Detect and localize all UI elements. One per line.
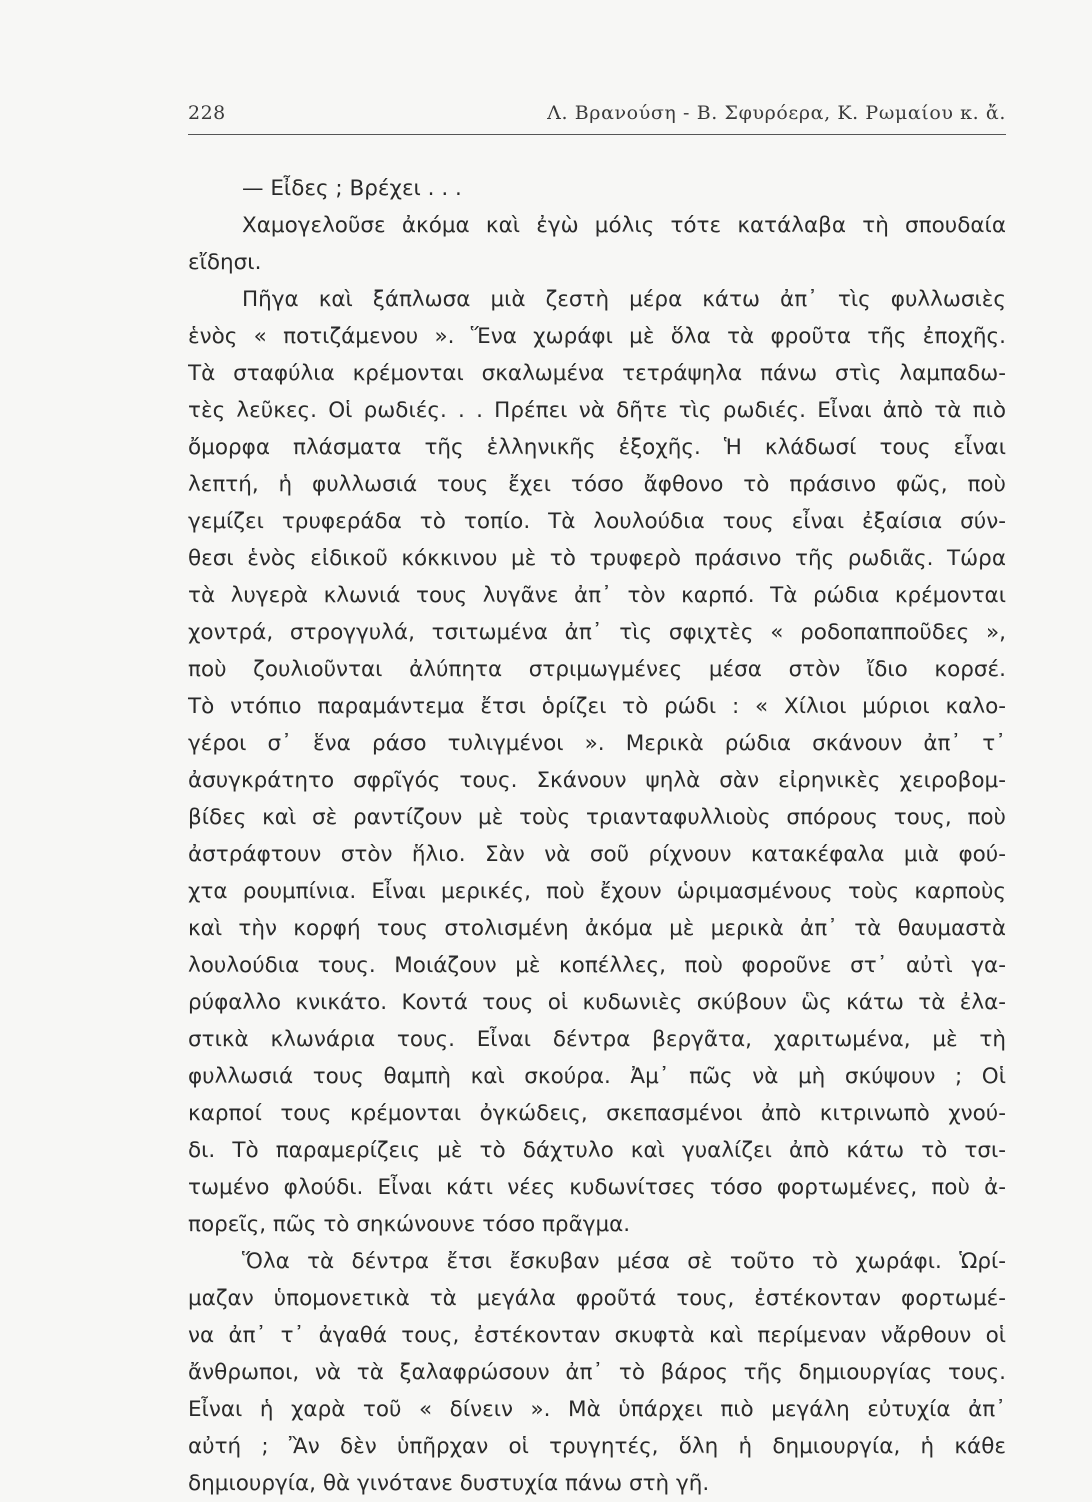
text-line: Τὸ ντόπιο παραμάντεμα ἔτσι ὁρίζει τὸ ρώδι : « Χίλιοι μύριοι καλο- xyxy=(188,694,1006,719)
text-line: ποὺ ζουλιοῦνται ἀλύπητα στριμωγμένες μέσα στὸν ἴδιο κορσέ. xyxy=(188,657,1006,682)
text-line: εἴδησι. xyxy=(188,250,262,275)
text-line: ἀσυγκράτητο σφρῖγός τους. Σκάνουν ψηλὰ σὰν εἰρηνικὲς χειροβομ- xyxy=(188,768,1006,793)
text-line: Χαμογελοῦσε ἀκόμα καὶ ἐγὼ μόλις τότε κατάλαβα τὴ σπουδαία xyxy=(242,213,1006,238)
text-line: λουλούδια τους. Μοιάζουν μὲ κοπέλλες, ποὺ φοροῦνε στ᾽ αὐτὶ γα- xyxy=(188,953,1006,978)
text-line: — Εἶδες ; Βρέχει . . . xyxy=(242,176,462,201)
text-line: μαζαν ὑπομονετικὰ τὰ μεγάλα φροῦτά τους, ἐστέκονταν φορτωμέ- xyxy=(188,1286,1006,1311)
page-number: 228 xyxy=(188,102,226,124)
text-line: ρύφαλλο κνικάτο. Κοντά τους οἱ κυδωνιὲς σκύβουν ὣς κάτω τὰ ἐλα- xyxy=(188,990,1006,1015)
text-line: δημιουργία, θὰ γινότανε δυστυχία πάνω στὴ γῆ. xyxy=(188,1471,710,1496)
text-line: τὲς λεῦκες. Οἱ ρωδιές. . . Πρέπει νὰ δῆτε τὶς ρωδιές. Εἶναι ἀπὸ τὰ πιὸ xyxy=(188,398,1006,423)
text-line: ἄνθρωποι, νὰ τὰ ξαλαφρώσουν ἀπ᾽ τὸ βάρος τῆς δημιουργίας τους. xyxy=(188,1360,1006,1385)
page-header xyxy=(188,102,1006,130)
running-head: Λ. Βρανούση - Β. Σφυρόερα, Κ. Ρωμαίου κ. ἄ. xyxy=(547,102,1006,124)
text-line: αὐτή ; Ἂν δὲν ὑπῆρχαν οἱ τρυγητές, ὅλη ἡ δημιουργία, ἡ κάθε xyxy=(188,1434,1006,1459)
text-line: ἑνὸς « ποτιζάμενου ». Ἕνα χωράφι μὲ ὅλα τὰ φροῦτα τῆς ἐποχῆς. xyxy=(188,324,1006,349)
text-line: στικὰ κλωνάρια τους. Εἶναι δέντρα βεργᾶτα, χαριτωμένα, μὲ τὴ xyxy=(188,1027,1006,1052)
text-line: πορεῖς, πῶς τὸ σηκώνουνε τόσο πρᾶγμα. xyxy=(188,1212,631,1237)
text-line: χοντρά, στρογγυλά, τσιτωμένα ἀπ᾽ τὶς σφιχτὲς « ροδοπαπποῦδες », xyxy=(188,620,1006,645)
header-rule xyxy=(188,134,1006,135)
text-line: θεσι ἑνὸς εἰδικοῦ κόκκινου μὲ τὸ τρυφερὸ πράσινο τῆς ρωδιᾶς. Τώρα xyxy=(188,546,1006,571)
text-line: ὄμορφα πλάσματα τῆς ἑλληνικῆς ἐξοχῆς. Ἡ κλάδωσί τους εἶναι xyxy=(188,435,1006,460)
text-line: τὰ λυγερὰ κλωνιά τους λυγᾶνε ἀπ᾽ τὸν καρπό. Τὰ ρώδια κρέμονται xyxy=(188,583,1006,608)
text-line: να ἀπ᾽ τ᾽ ἀγαθά τους, ἐστέκονταν σκυφτὰ καὶ περίμεναν νἄρθουν οἱ xyxy=(188,1323,1006,1348)
text-line: γεμίζει τρυφεράδα τὸ τοπίο. Τὰ λουλούδια τους εἶναι ἐξαίσια σύν- xyxy=(188,509,1006,534)
text-line: Ὅλα τὰ δέντρα ἔτσι ἔσκυβαν μέσα σὲ τοῦτο τὸ χωράφι. Ὡρί- xyxy=(242,1249,1006,1274)
text-line: γέροι σ᾽ ἕνα ράσο τυλιγμένοι ». Μερικὰ ρώδια σκάνουν ἀπ᾽ τ᾽ xyxy=(188,731,1006,756)
text-line: χτα ρουμπίνια. Εἶναι μερικές, ποὺ ἔχουν ὡριμασμένους τοὺς καρποὺς xyxy=(188,879,1006,904)
text-line: βίδες καὶ σὲ ραντίζουν μὲ τοὺς τριανταφυλλιοὺς σπόρους τους, ποὺ xyxy=(188,805,1006,830)
text-line: τωμένο φλούδι. Εἶναι κάτι νέες κυδωνίτσες τόσο φορτωμένες, ποὺ ἀ- xyxy=(188,1175,1006,1200)
text-line: ἀστράφτουν στὸν ἥλιο. Σὰν νὰ σοῦ ρίχνουν κατακέφαλα μιὰ φού- xyxy=(188,842,1006,867)
text-line: φυλλωσιά τους θαμπὴ καὶ σκούρα. Ἀμ᾽ πῶς νὰ μὴ σκύψουν ; Οἱ xyxy=(188,1064,1006,1089)
text-line: καὶ τὴν κορφή τους στολισμένη ἀκόμα μὲ μερικὰ ἀπ᾽ τὰ θαυμαστὰ xyxy=(188,916,1006,941)
text-line: δι. Τὸ παραμερίζεις μὲ τὸ δάχτυλο καὶ γυαλίζει ἀπὸ κάτω τὸ τσι- xyxy=(188,1138,1006,1163)
text-line: λεπτή, ἡ φυλλωσιά τους ἔχει τόσο ἄφθονο τὸ πράσινο φῶς, ποὺ xyxy=(188,472,1006,497)
body-text xyxy=(188,170,1006,1502)
text-line: Πῆγα καὶ ξάπλωσα μιὰ ζεστὴ μέρα κάτω ἀπ᾽ τὶς φυλλωσιὲς xyxy=(242,287,1006,312)
text-line: καρποί τους κρέμονται ὀγκώδεις, σκεπασμένοι ἀπὸ κιτρινωπὸ χνού- xyxy=(188,1101,1006,1126)
text-line: Τὰ σταφύλια κρέμονται σκαλωμένα τετράψηλα πάνω στὶς λαμπαδω- xyxy=(188,361,1006,386)
text-line: Εἶναι ἡ χαρὰ τοῦ « δίνειν ». Μὰ ὑπάρχει πιὸ μεγάλη εὐτυχία ἀπ᾽ xyxy=(188,1397,1006,1422)
